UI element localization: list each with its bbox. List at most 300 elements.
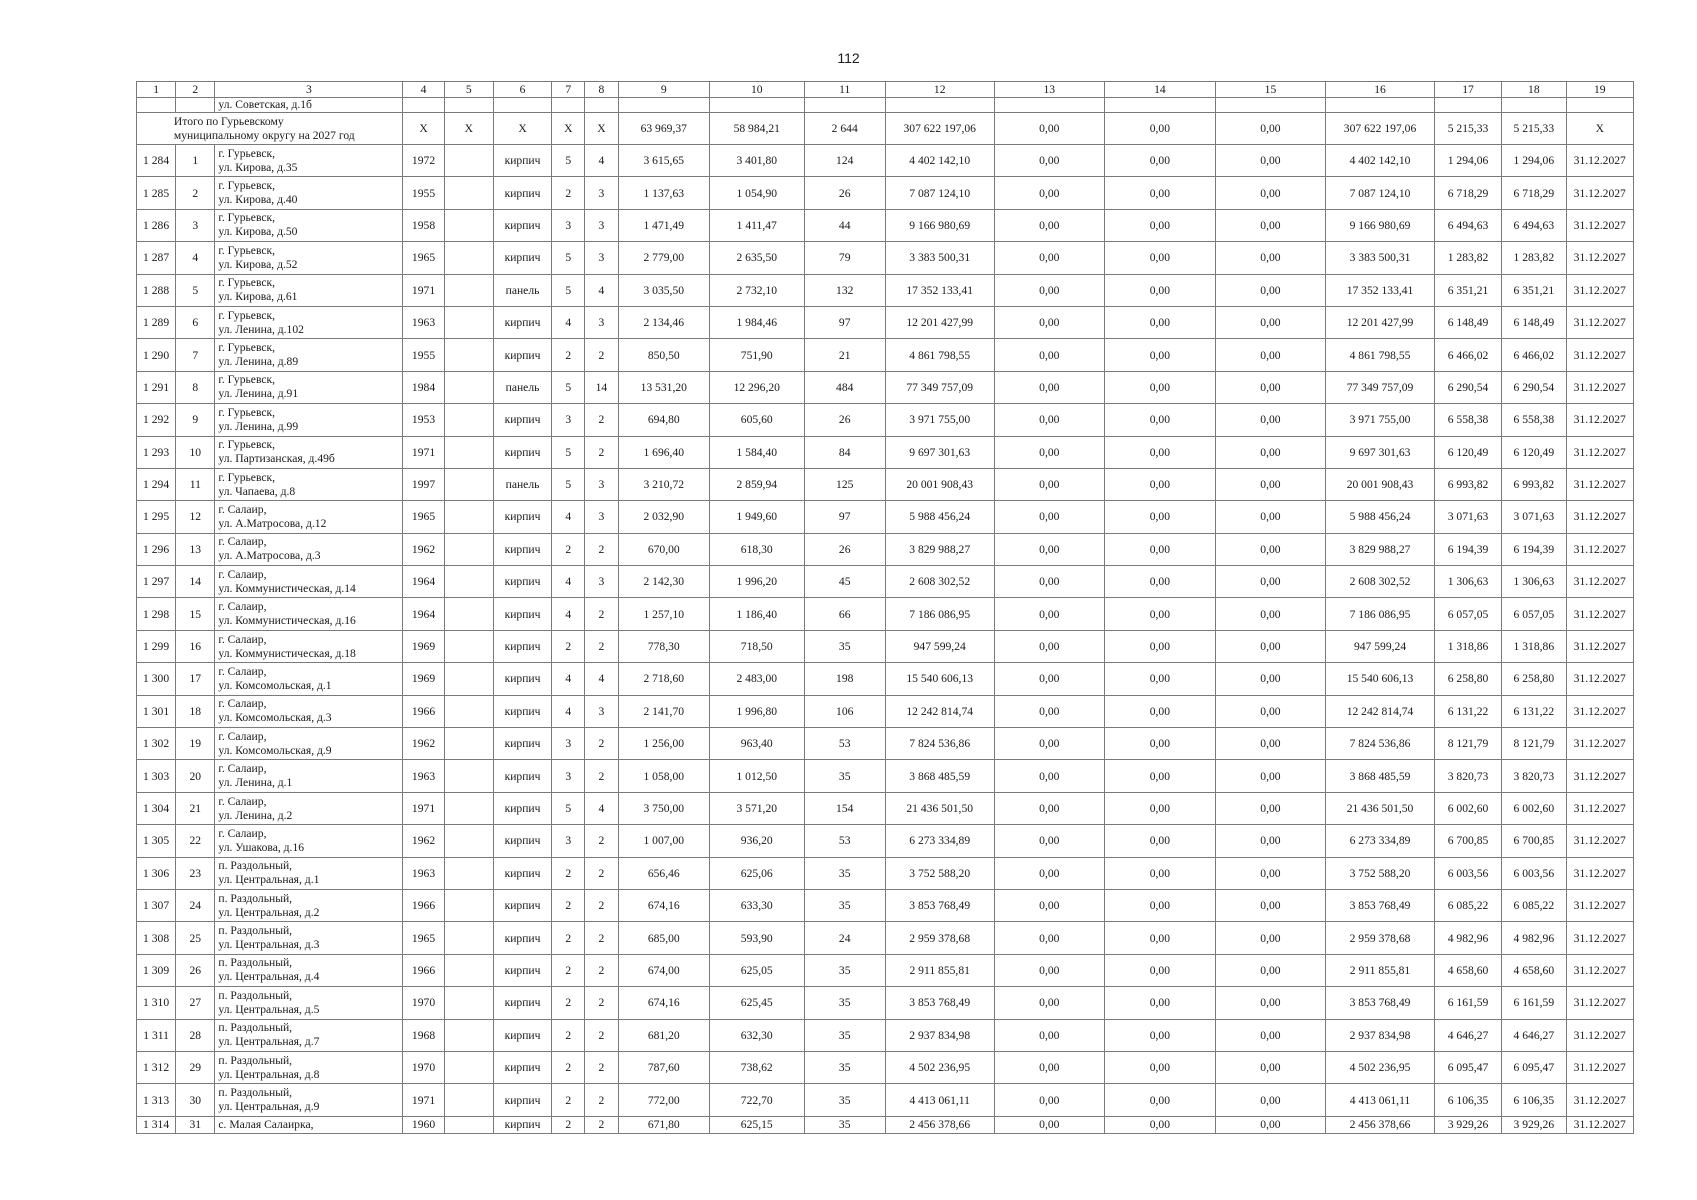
row-index: 21 — [176, 792, 215, 824]
area-living: 1 584,40 — [710, 436, 805, 468]
cost-col-14: 0,00 — [1105, 501, 1216, 533]
housing-register-table — [136, 81, 1634, 1134]
row-number: 1 294 — [137, 468, 176, 500]
column-5 — [444, 209, 493, 241]
row-number: 1 310 — [137, 987, 176, 1019]
entrances: 2 — [585, 922, 618, 954]
residents: 84 — [804, 436, 885, 468]
address-line-1: г. Гурьевск, — [218, 146, 276, 160]
cost-col-16: 12 242 814,74 — [1326, 695, 1435, 727]
residents: 35 — [804, 630, 885, 662]
address — [215, 177, 403, 209]
address-line-2: ул. Ленина, д.1 — [218, 776, 293, 790]
cost-col-13: 0,00 — [994, 177, 1105, 209]
table-row — [137, 404, 1634, 436]
row-number: 1 291 — [137, 371, 176, 403]
unit-cost-17: 8 121,79 — [1434, 728, 1501, 760]
residents: 26 — [804, 404, 885, 436]
wall-material: кирпич — [493, 1084, 551, 1116]
area-total: 1 137,63 — [618, 177, 709, 209]
cost-col-16: 4 413 061,11 — [1326, 1084, 1435, 1116]
address-line-2: ул. Ушакова, д.16 — [218, 840, 305, 854]
cost-col-15: 0,00 — [1215, 663, 1326, 695]
cost-col-13: 0,00 — [994, 1084, 1105, 1116]
column-5 — [444, 695, 493, 727]
area-total: 772,00 — [618, 1084, 709, 1116]
cost-col-15: 0,00 — [1215, 242, 1326, 274]
cost-col-15: 0,00 — [1215, 1084, 1326, 1116]
table-cell — [1215, 98, 1326, 113]
area-total: 3 615,65 — [618, 145, 709, 177]
cost-col-16: 17 352 133,41 — [1326, 274, 1435, 306]
area-total: 850,50 — [618, 339, 709, 371]
cost-total: 3 752 588,20 — [885, 857, 994, 889]
area-total: 2 134,46 — [618, 306, 709, 338]
area-living: 593,90 — [710, 922, 805, 954]
cost-col-15: 0,00 — [1215, 501, 1326, 533]
area-total: 2 032,90 — [618, 501, 709, 533]
cost-col-15: 0,00 — [1215, 954, 1326, 986]
unit-cost-18: 6 095,47 — [1502, 1051, 1566, 1083]
cost-col-15: 0,00 — [1215, 1116, 1326, 1133]
address — [215, 922, 403, 954]
table-row — [137, 760, 1634, 792]
cost-col-15: 0,00 — [1215, 630, 1326, 662]
row-number: 1 295 — [137, 501, 176, 533]
area-living: 963,40 — [710, 728, 805, 760]
address — [215, 404, 403, 436]
entrances: 3 — [585, 209, 618, 241]
cost-col-13: 0,00 — [994, 728, 1105, 760]
wall-material: кирпич — [493, 1051, 551, 1083]
unit-cost-18: 6 002,60 — [1502, 792, 1566, 824]
area-living: 722,70 — [710, 1084, 805, 1116]
cost-col-13: 0,00 — [994, 987, 1105, 1019]
completion-date: 31.12.2027 — [1566, 436, 1633, 468]
floors: 2 — [552, 533, 585, 565]
column-5 — [444, 760, 493, 792]
cost-col-13: 0,00 — [994, 1019, 1105, 1051]
residents: 53 — [804, 825, 885, 857]
column-number: 15 — [1215, 82, 1326, 98]
wall-material: кирпич — [493, 209, 551, 241]
table-cell — [1105, 98, 1216, 113]
entrances: 2 — [585, 533, 618, 565]
cost-col-15: 0,00 — [1215, 209, 1326, 241]
entrances: 2 — [585, 954, 618, 986]
column-number: 7 — [552, 82, 585, 98]
column-5 — [444, 339, 493, 371]
address — [215, 889, 403, 921]
floors: 2 — [552, 922, 585, 954]
row-index: 15 — [176, 598, 215, 630]
wall-material: кирпич — [493, 242, 551, 274]
year-built: 1955 — [403, 339, 444, 371]
unit-cost-18: 1 294,06 — [1502, 145, 1566, 177]
floors: 5 — [552, 436, 585, 468]
unit-cost-18: 6 258,80 — [1502, 663, 1566, 695]
area-living: 625,05 — [710, 954, 805, 986]
row-number: 1 288 — [137, 274, 176, 306]
total-cell: X — [1566, 113, 1633, 145]
table-cell — [403, 98, 444, 113]
floors: 5 — [552, 371, 585, 403]
row-index: 28 — [176, 1019, 215, 1051]
entrances: 3 — [585, 242, 618, 274]
row-number: 1 296 — [137, 533, 176, 565]
cost-col-14: 0,00 — [1105, 533, 1216, 565]
row-number: 1 302 — [137, 728, 176, 760]
entrances: 2 — [585, 987, 618, 1019]
year-built: 1984 — [403, 371, 444, 403]
wall-material: кирпич — [493, 404, 551, 436]
unit-cost-18: 4 982,96 — [1502, 922, 1566, 954]
area-living: 1 012,50 — [710, 760, 805, 792]
cost-total: 17 352 133,41 — [885, 274, 994, 306]
wall-material: кирпич — [493, 177, 551, 209]
floors: 5 — [552, 468, 585, 500]
row-index: 27 — [176, 987, 215, 1019]
cost-col-13: 0,00 — [994, 501, 1105, 533]
row-number: 1 297 — [137, 566, 176, 598]
address-line-2: ул. Центральная, д.1 — [218, 873, 320, 887]
row-number: 1 300 — [137, 663, 176, 695]
unit-cost-17: 4 646,27 — [1434, 1019, 1501, 1051]
cost-col-13: 0,00 — [994, 274, 1105, 306]
table-row — [137, 145, 1634, 177]
wall-material: кирпич — [493, 436, 551, 468]
residents: 35 — [804, 987, 885, 1019]
table-row — [137, 339, 1634, 371]
floors: 4 — [552, 306, 585, 338]
column-5 — [444, 598, 493, 630]
row-number: 1 309 — [137, 954, 176, 986]
cost-col-14: 0,00 — [1105, 436, 1216, 468]
unit-cost-17: 6 993,82 — [1434, 468, 1501, 500]
unit-cost-17: 3 929,26 — [1434, 1116, 1501, 1133]
column-number: 9 — [618, 82, 709, 98]
address — [215, 954, 403, 986]
cost-col-14: 0,00 — [1105, 760, 1216, 792]
cost-total: 3 853 768,49 — [885, 987, 994, 1019]
cost-col-14: 0,00 — [1105, 922, 1216, 954]
address-line-2: ул. Коммунистическая, д.16 — [218, 614, 356, 628]
area-total: 671,80 — [618, 1116, 709, 1133]
unit-cost-18: 3 071,63 — [1502, 501, 1566, 533]
address — [215, 857, 403, 889]
cost-total: 5 988 456,24 — [885, 501, 994, 533]
cost-total: 2 959 378,68 — [885, 922, 994, 954]
cost-col-16: 15 540 606,13 — [1326, 663, 1435, 695]
residents: 79 — [804, 242, 885, 274]
entrances: 2 — [585, 857, 618, 889]
cost-col-13: 0,00 — [994, 954, 1105, 986]
completion-date: 31.12.2027 — [1566, 274, 1633, 306]
page-number: 112 — [837, 50, 860, 66]
area-living: 2 859,94 — [710, 468, 805, 500]
unit-cost-17: 1 318,86 — [1434, 630, 1501, 662]
row-number: 1 303 — [137, 760, 176, 792]
cost-col-14: 0,00 — [1105, 630, 1216, 662]
cost-total: 3 971 755,00 — [885, 404, 994, 436]
unit-cost-18: 6 351,21 — [1502, 274, 1566, 306]
completion-date: 31.12.2027 — [1566, 1019, 1633, 1051]
completion-date: 31.12.2027 — [1566, 533, 1633, 565]
address-line-2: ул. Центральная, д.7 — [218, 1035, 320, 1049]
year-built: 1965 — [403, 922, 444, 954]
entrances: 2 — [585, 760, 618, 792]
wall-material: кирпич — [493, 566, 551, 598]
unit-cost-18: 6 106,35 — [1502, 1084, 1566, 1116]
address — [215, 987, 403, 1019]
cost-col-14: 0,00 — [1105, 663, 1216, 695]
address — [215, 339, 403, 371]
cost-col-15: 0,00 — [1215, 1019, 1326, 1051]
area-total: 674,16 — [618, 889, 709, 921]
table-row — [137, 630, 1634, 662]
address-line-2: ул. Комсомольская, д.3 — [218, 711, 332, 725]
floors: 3 — [552, 728, 585, 760]
cost-col-14: 0,00 — [1105, 274, 1216, 306]
area-total: 787,60 — [618, 1051, 709, 1083]
year-built: 1966 — [403, 695, 444, 727]
column-5 — [444, 728, 493, 760]
row-index: 19 — [176, 728, 215, 760]
row-index: 1 — [176, 145, 215, 177]
area-total: 2 142,30 — [618, 566, 709, 598]
cost-col-14: 0,00 — [1105, 825, 1216, 857]
wall-material: кирпич — [493, 695, 551, 727]
table-cell — [885, 98, 994, 113]
address — [215, 598, 403, 630]
floors: 2 — [552, 1019, 585, 1051]
table-cell — [1502, 98, 1566, 113]
completion-date: 31.12.2027 — [1566, 1116, 1633, 1133]
address-line-2: ул. Центральная, д.4 — [218, 970, 320, 984]
table-row — [137, 663, 1634, 695]
row-index: 8 — [176, 371, 215, 403]
area-living: 625,06 — [710, 857, 805, 889]
column-5 — [444, 306, 493, 338]
table-row — [137, 566, 1634, 598]
area-living: 632,30 — [710, 1019, 805, 1051]
address — [215, 760, 403, 792]
unit-cost-18: 6 290,54 — [1502, 371, 1566, 403]
completion-date: 31.12.2027 — [1566, 825, 1633, 857]
completion-date: 31.12.2027 — [1566, 468, 1633, 500]
residents: 97 — [804, 501, 885, 533]
total-cell: 0,00 — [1105, 113, 1216, 145]
address-line-1: г. Салаир, — [218, 664, 267, 678]
cost-col-16: 7 186 086,95 — [1326, 598, 1435, 630]
table-cell — [804, 98, 885, 113]
cost-total: 6 273 334,89 — [885, 825, 994, 857]
entrances: 2 — [585, 1116, 618, 1133]
area-total: 2 779,00 — [618, 242, 709, 274]
address-line-1: п. Раздольный, — [218, 924, 293, 938]
unit-cost-18: 4 646,27 — [1502, 1019, 1566, 1051]
area-total: 2 718,60 — [618, 663, 709, 695]
floors: 2 — [552, 1116, 585, 1133]
address — [215, 1019, 403, 1051]
row-number: 1 289 — [137, 306, 176, 338]
address-line-1: г. Гурьевск, — [218, 179, 276, 193]
residents: 35 — [804, 1116, 885, 1133]
address — [215, 533, 403, 565]
floors: 2 — [552, 339, 585, 371]
cost-col-16: 2 608 302,52 — [1326, 566, 1435, 598]
table-row — [137, 274, 1634, 306]
address-line-2: ул. Кирова, д.50 — [218, 225, 298, 239]
table-cell — [1566, 98, 1633, 113]
entrances: 3 — [585, 566, 618, 598]
column-5 — [444, 177, 493, 209]
wall-material: кирпич — [493, 1019, 551, 1051]
table-row — [137, 501, 1634, 533]
unit-cost-17: 6 258,80 — [1434, 663, 1501, 695]
row-index: 9 — [176, 404, 215, 436]
cost-col-13: 0,00 — [994, 760, 1105, 792]
area-total: 694,80 — [618, 404, 709, 436]
column-5 — [444, 857, 493, 889]
cost-col-15: 0,00 — [1215, 306, 1326, 338]
table-body — [137, 82, 1634, 1134]
table-row — [137, 857, 1634, 889]
row-number: 1 292 — [137, 404, 176, 436]
floors: 5 — [552, 242, 585, 274]
completion-date: 31.12.2027 — [1566, 695, 1633, 727]
completion-date: 31.12.2027 — [1566, 857, 1633, 889]
year-built: 1958 — [403, 209, 444, 241]
table-row — [137, 1116, 1634, 1133]
year-built: 1971 — [403, 1084, 444, 1116]
column-5 — [444, 468, 493, 500]
area-living: 936,20 — [710, 825, 805, 857]
area-living: 1 996,80 — [710, 695, 805, 727]
column-number: 16 — [1326, 82, 1435, 98]
cost-col-14: 0,00 — [1105, 306, 1216, 338]
entrances: 2 — [585, 728, 618, 760]
unit-cost-18: 6 161,59 — [1502, 987, 1566, 1019]
residents: 106 — [804, 695, 885, 727]
floors: 2 — [552, 987, 585, 1019]
address-line-2: ул. Кирова, д.52 — [218, 257, 298, 271]
year-built: 1966 — [403, 889, 444, 921]
cost-total: 3 383 500,31 — [885, 242, 994, 274]
column-number: 6 — [493, 82, 551, 98]
cost-total: 3 829 988,27 — [885, 533, 994, 565]
year-built: 1955 — [403, 177, 444, 209]
column-5 — [444, 954, 493, 986]
year-built: 1970 — [403, 1051, 444, 1083]
cost-total: 2 608 302,52 — [885, 566, 994, 598]
cost-col-13: 0,00 — [994, 857, 1105, 889]
area-living: 738,62 — [710, 1051, 805, 1083]
year-built: 1964 — [403, 598, 444, 630]
table-cell — [493, 98, 551, 113]
cost-col-16: 21 436 501,50 — [1326, 792, 1435, 824]
table-cell — [137, 98, 176, 113]
entrances: 4 — [585, 663, 618, 695]
cost-col-15: 0,00 — [1215, 825, 1326, 857]
address — [215, 566, 403, 598]
cost-col-16: 2 937 834,98 — [1326, 1019, 1435, 1051]
column-5 — [444, 825, 493, 857]
area-total: 1 257,10 — [618, 598, 709, 630]
area-living: 618,30 — [710, 533, 805, 565]
address-line-2: ул. А.Матросова, д.12 — [218, 516, 327, 530]
cost-total: 9 166 980,69 — [885, 209, 994, 241]
area-total: 3 035,50 — [618, 274, 709, 306]
area-living: 3 571,20 — [710, 792, 805, 824]
cost-col-16: 20 001 908,43 — [1326, 468, 1435, 500]
area-living: 625,45 — [710, 987, 805, 1019]
address-line-1: г. Гурьевск, — [218, 211, 276, 225]
address-line-2: ул. Коммунистическая, д.14 — [218, 581, 356, 595]
row-number: 1 314 — [137, 1116, 176, 1133]
cost-col-13: 0,00 — [994, 663, 1105, 695]
floors: 2 — [552, 889, 585, 921]
area-living: 1 949,60 — [710, 501, 805, 533]
cost-col-13: 0,00 — [994, 145, 1105, 177]
wall-material: панель — [493, 468, 551, 500]
completion-date: 31.12.2027 — [1566, 728, 1633, 760]
column-5 — [444, 630, 493, 662]
completion-date: 31.12.2027 — [1566, 306, 1633, 338]
total-cell: X — [493, 113, 551, 145]
unit-cost-18: 6 558,38 — [1502, 404, 1566, 436]
table-row — [137, 954, 1634, 986]
cost-col-14: 0,00 — [1105, 371, 1216, 403]
wall-material: кирпич — [493, 889, 551, 921]
table-cell — [1326, 98, 1435, 113]
wall-material: кирпич — [493, 533, 551, 565]
completion-date: 31.12.2027 — [1566, 954, 1633, 986]
entrances: 2 — [585, 825, 618, 857]
table-row — [137, 889, 1634, 921]
table-row — [137, 371, 1634, 403]
column-number: 10 — [710, 82, 805, 98]
cost-total: 7 824 536,86 — [885, 728, 994, 760]
total-cell: 5 215,33 — [1434, 113, 1501, 145]
row-index: 17 — [176, 663, 215, 695]
cost-total: 3 853 768,49 — [885, 889, 994, 921]
cost-col-16: 3 971 755,00 — [1326, 404, 1435, 436]
row-number: 1 290 — [137, 339, 176, 371]
unit-cost-17: 4 982,96 — [1434, 922, 1501, 954]
cost-total: 12 242 814,74 — [885, 695, 994, 727]
unit-cost-18: 1 306,63 — [1502, 566, 1566, 598]
row-index: 22 — [176, 825, 215, 857]
cost-total: 4 402 142,10 — [885, 145, 994, 177]
cost-total: 947 599,24 — [885, 630, 994, 662]
entrances: 2 — [585, 630, 618, 662]
year-built: 1971 — [403, 436, 444, 468]
column-number: 3 — [215, 82, 403, 98]
column-number: 17 — [1434, 82, 1501, 98]
row-number: 1 284 — [137, 145, 176, 177]
row-index: 14 — [176, 566, 215, 598]
unit-cost-17: 6 003,56 — [1434, 857, 1501, 889]
wall-material: кирпич — [493, 825, 551, 857]
cost-col-13: 0,00 — [994, 242, 1105, 274]
completion-date: 31.12.2027 — [1566, 566, 1633, 598]
address-line-1: п. Раздольный, — [218, 1086, 293, 1100]
cost-col-16: 3 383 500,31 — [1326, 242, 1435, 274]
cost-col-15: 0,00 — [1215, 371, 1326, 403]
floors: 2 — [552, 954, 585, 986]
cost-col-15: 0,00 — [1215, 468, 1326, 500]
